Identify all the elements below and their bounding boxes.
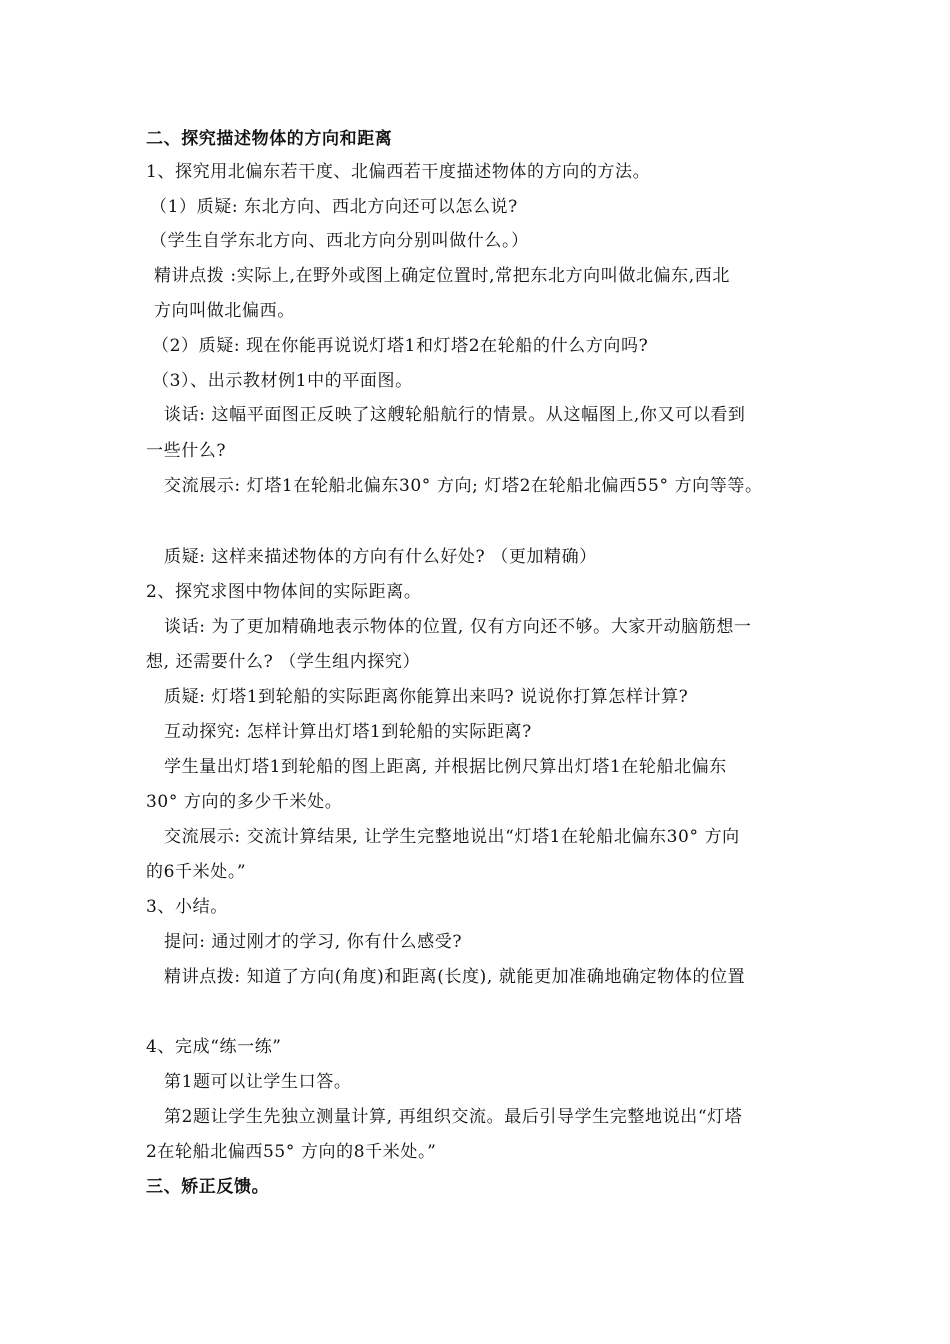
item-3-heading: 3、小结。 bbox=[146, 897, 228, 917]
ask-feeling: 提问: 通过刚才的学习, 你有什么感受? bbox=[164, 932, 463, 952]
measure-line-2: 30° 方向的多少千米处。 bbox=[146, 792, 343, 812]
practice-2-line-1: 第2题让学生先独立测量计算, 再组织交流。最后引导学生完整地说出“灯塔 bbox=[164, 1107, 743, 1127]
show-diagram: （3）、出示教材例1中的平面图。 bbox=[152, 371, 413, 391]
talk-distance-line-2: 想, 还需要什么? （学生组内探究） bbox=[146, 652, 421, 672]
summary-explanation: 精讲点拨: 知道了方向(角度)和距离(长度), 就能更加准确地确定物体的位置 bbox=[164, 967, 746, 987]
section-heading-3: 三、矫正反馈。 bbox=[146, 1177, 270, 1197]
item-2-heading: 2、探究求图中物体间的实际距离。 bbox=[146, 582, 422, 602]
item-1-heading: 1、探究用北偏东若干度、北偏西若干度描述物体的方向的方法。 bbox=[146, 162, 651, 182]
question-distance: 质疑: 灯塔1到轮船的实际距离你能算出来吗? 说说你打算怎样计算? bbox=[164, 687, 689, 707]
question-benefit: 质疑: 这样来描述物体的方向有什么好处? （更加精确） bbox=[164, 547, 597, 567]
practice-1: 第1题可以让学生口答。 bbox=[164, 1072, 352, 1092]
measure-line-1: 学生量出灯塔1到轮船的图上距离, 并根据比例尺算出灯塔1在轮船北偏东 bbox=[164, 757, 727, 777]
talk-line-2: 一些什么? bbox=[146, 441, 227, 461]
section-heading-2: 二、探究描述物体的方向和距离 bbox=[146, 129, 393, 149]
question-1: （1）质疑: 东北方向、西北方向还可以怎么说? bbox=[150, 197, 518, 217]
question-2: （2）质疑: 现在你能再说说灯塔1和灯塔2在轮船的什么方向吗? bbox=[152, 336, 649, 356]
talk-distance-line-1: 谈话: 为了更加精确地表示物体的位置, 仅有方向还不够。大家开动脑筋想一 bbox=[164, 617, 752, 637]
explanation-line-2: 方向叫做北偏西。 bbox=[154, 301, 295, 321]
exchange-display-1: 交流展示: 灯塔1在轮船北偏东30° 方向; 灯塔2在轮船北偏西55° 方向等等。 bbox=[164, 476, 763, 496]
talk-line-1: 谈话: 这幅平面图正反映了这艘轮船航行的情景。从这幅图上,你又可以看到 bbox=[164, 405, 746, 425]
exchange-display-2-line-1: 交流展示: 交流计算结果, 让学生完整地说出“灯塔1在轮船北偏东30° 方向 bbox=[164, 827, 740, 847]
practice-2-line-2: 2在轮船北偏西55° 方向的8千米处。” bbox=[146, 1142, 437, 1162]
item-4-heading: 4、完成“练一练” bbox=[146, 1037, 282, 1057]
student-self-study: （学生自学东北方向、西北方向分别叫做什么。） bbox=[150, 231, 529, 251]
interactive-explore: 互动探究: 怎样计算出灯塔1到轮船的实际距离? bbox=[164, 722, 532, 742]
explanation-line-1: 精讲点拨 :实际上,在野外或图上确定位置时,常把东北方向叫做北偏东,西北 bbox=[154, 266, 730, 286]
exchange-display-2-line-2: 的6千米处。” bbox=[146, 862, 247, 882]
